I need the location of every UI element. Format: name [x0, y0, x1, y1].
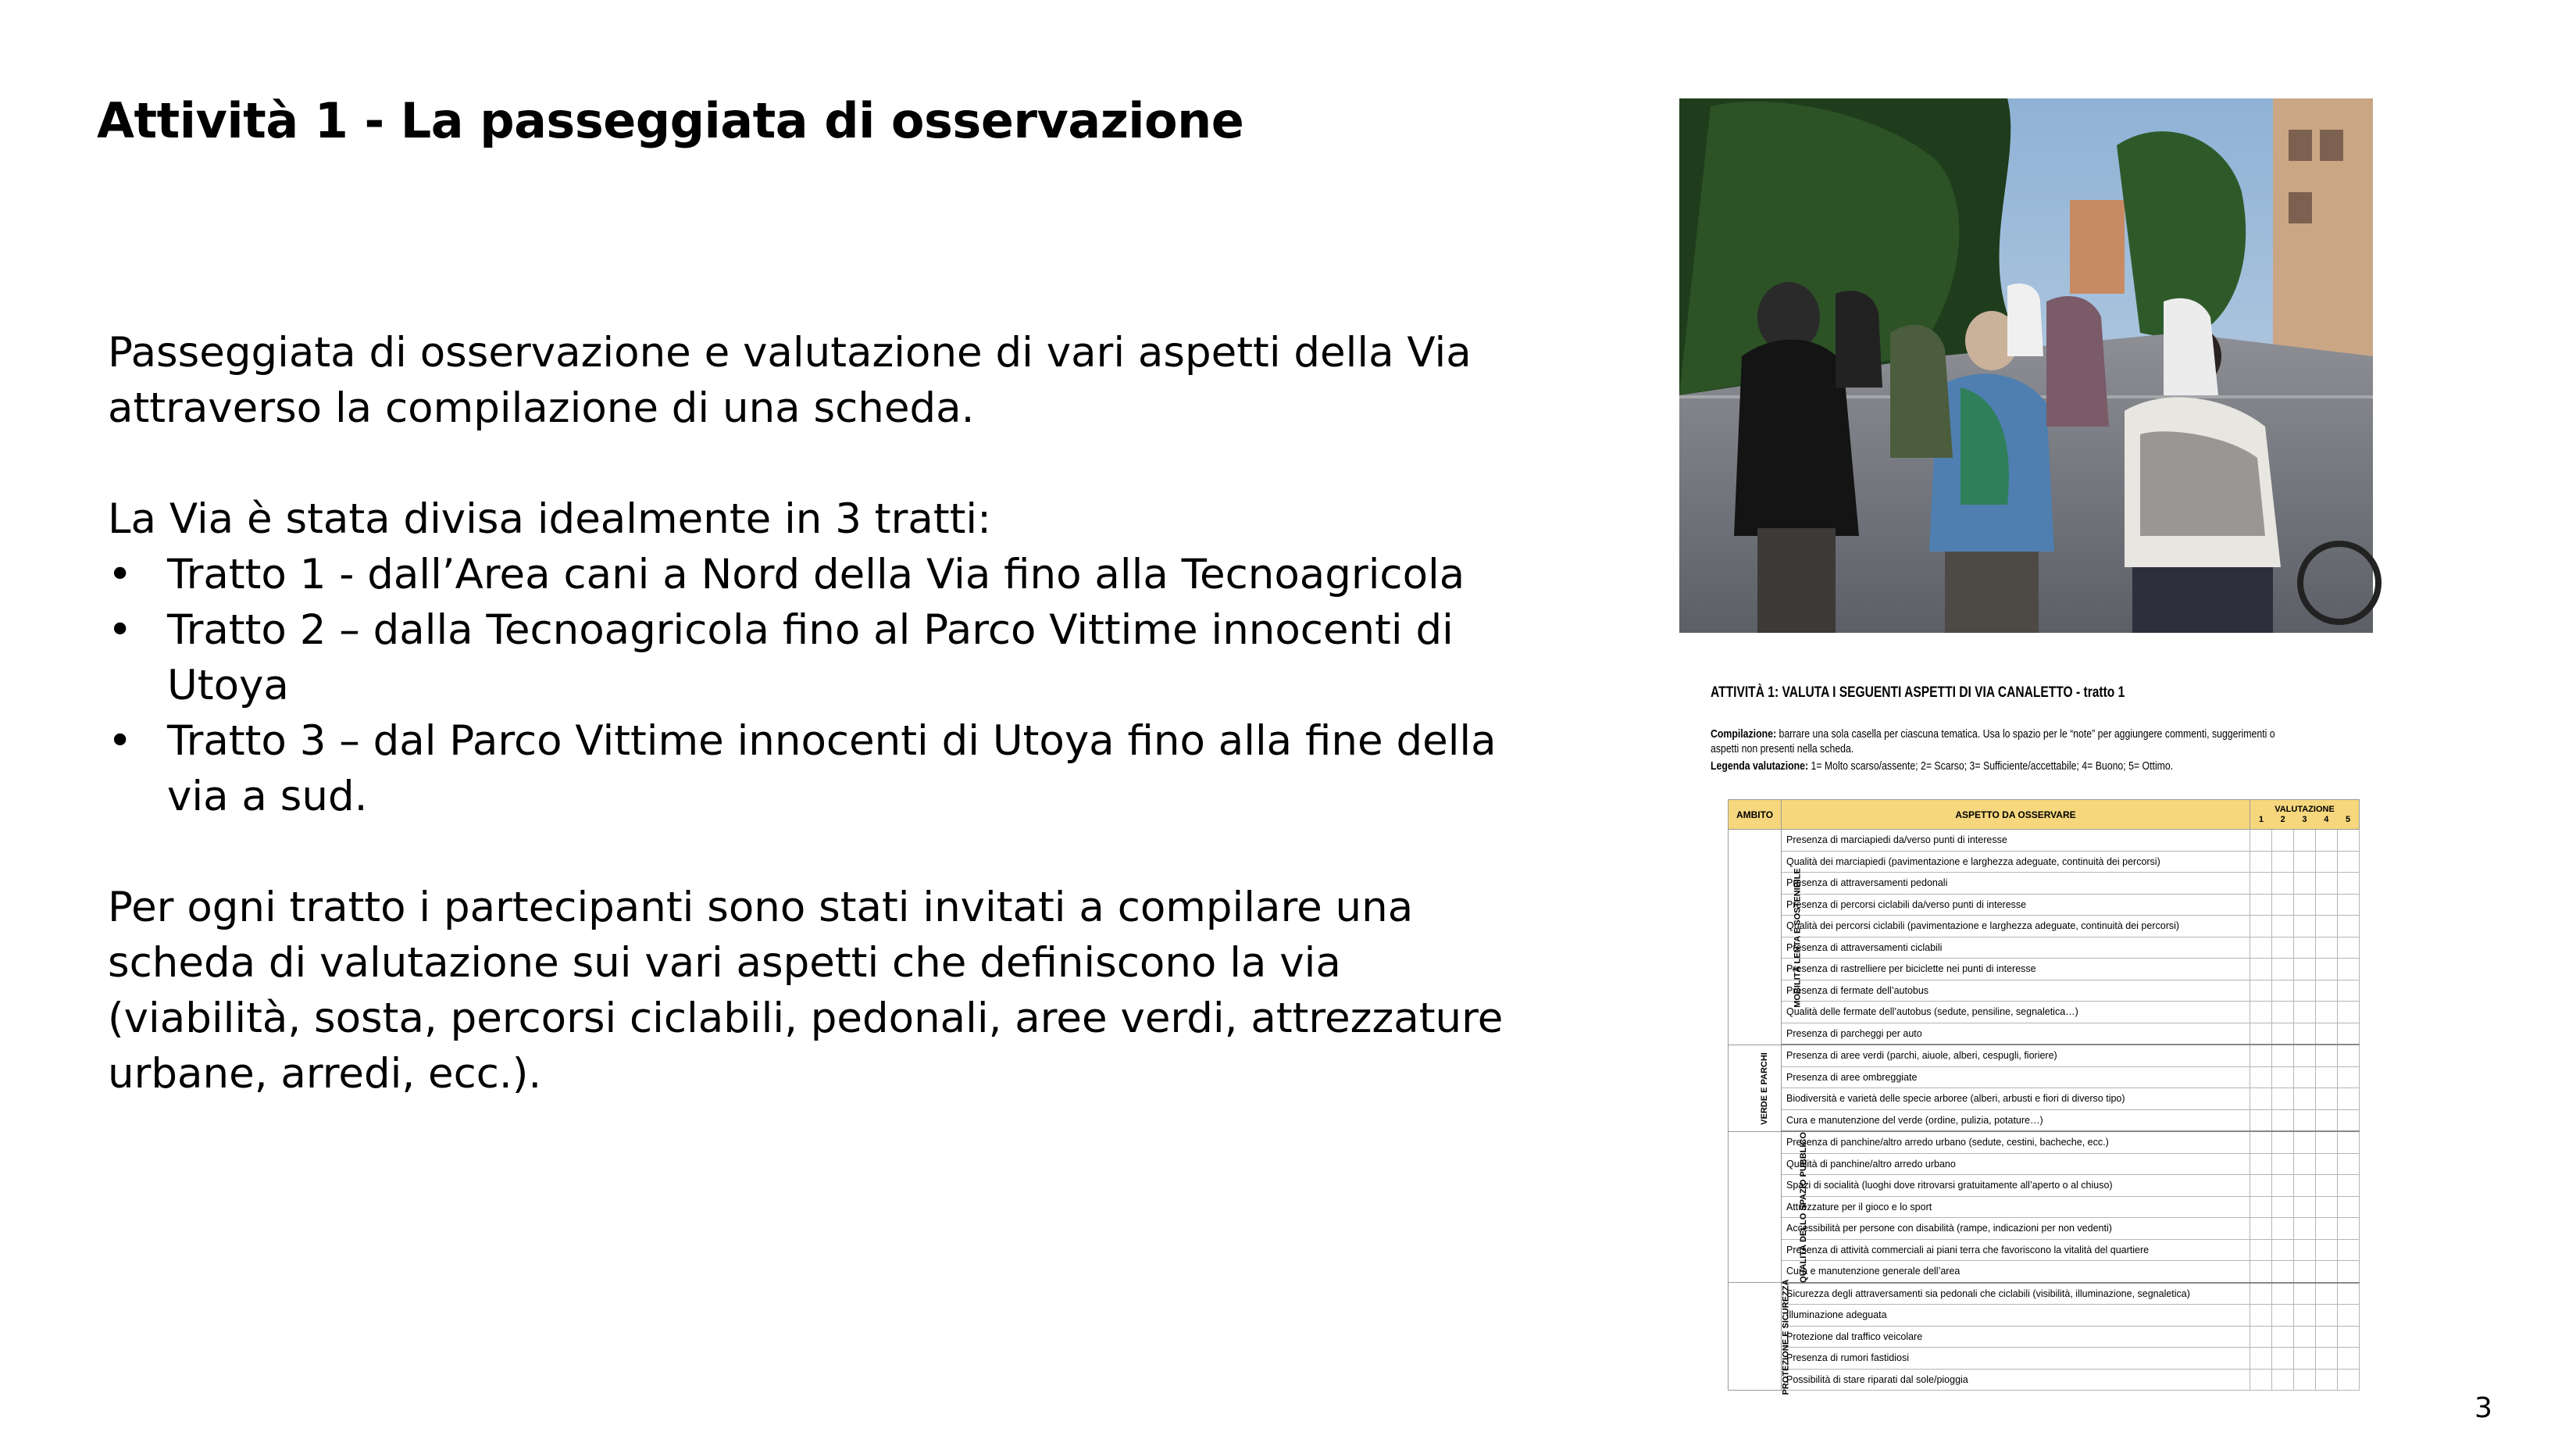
score-checkbox-4[interactable]	[2316, 1348, 2338, 1370]
score-checkbox-4[interactable]	[2316, 1045, 2338, 1066]
ambito-label: MOBILITÀ LENTA E SOSTENIBILE	[1793, 868, 1803, 1008]
aspect-cell: Presenza di aree ombreggiate	[1782, 1066, 2250, 1088]
score-checkbox-5[interactable]	[2338, 1045, 2360, 1066]
score-checkbox-5[interactable]	[2338, 1326, 2360, 1348]
score-checkbox-2[interactable]	[2272, 1002, 2294, 1023]
score-checkbox-2[interactable]	[2272, 1023, 2294, 1045]
legend-text: 1= Molto scarso/assente; 2= Scarso; 3= Sufficiente/accettabile; 4= Buono; 5= Ottimo.	[1808, 759, 2174, 773]
score-checkbox-3[interactable]	[2294, 851, 2316, 873]
table-row	[1729, 1153, 2360, 1175]
score-checkbox-2[interactable]	[2272, 1326, 2294, 1348]
slide-body	[108, 325, 1545, 1102]
aspect-cell: Presenza di rastrelliere per biciclette nei punti di interesse	[1782, 959, 2250, 980]
aspect-cell: Spazi di socialità (luoghi dove ritrovarsi gratuitamente all’aperto o al chiuso)	[1782, 1175, 2250, 1197]
valutazione-label: VALUTAZIONE	[2275, 805, 2335, 814]
table-row	[1729, 1131, 2360, 1153]
score-checkbox-5[interactable]	[2338, 894, 2360, 916]
legend-label: Legenda valutazione:	[1711, 759, 1809, 773]
score-checkbox-4[interactable]	[2316, 1023, 2338, 1045]
score-checkbox-3[interactable]	[2294, 873, 2316, 895]
score-checkbox-1[interactable]	[2250, 1088, 2272, 1110]
score-checkbox-1[interactable]	[2250, 1131, 2272, 1153]
score-checkbox-3[interactable]	[2294, 1088, 2316, 1110]
score-checkbox-3[interactable]	[2294, 1109, 2316, 1131]
score-checkbox-1[interactable]	[2250, 916, 2272, 938]
score-checkbox-4[interactable]	[2316, 1066, 2338, 1088]
score-checkbox-3[interactable]	[2294, 1175, 2316, 1197]
score-checkbox-4[interactable]	[2316, 980, 2338, 1002]
score-checkbox-2[interactable]	[2272, 1131, 2294, 1153]
score-checkbox-2[interactable]	[2272, 1348, 2294, 1370]
score-checkbox-1[interactable]	[2250, 1002, 2272, 1023]
ambito-label: VERDE E PARCHI	[1759, 1052, 1769, 1125]
score-checkbox-1[interactable]	[2250, 1326, 2272, 1348]
ambito-label: PROTEZIONE E SICUREZZA	[1781, 1279, 1791, 1395]
score-checkbox-2[interactable]	[2272, 1066, 2294, 1088]
score-checkbox-2[interactable]	[2272, 1261, 2294, 1283]
score-checkbox-2[interactable]	[2272, 1305, 2294, 1327]
score-checkbox-5[interactable]	[2338, 1002, 2360, 1023]
page-number: 3	[2474, 1392, 2492, 1424]
score-checkbox-4[interactable]	[2316, 1153, 2338, 1175]
aspect-cell: Presenza di panchine/altro arredo urbano (sedute, cestini, bacheche, ecc.)	[1782, 1131, 2250, 1153]
header-ambito: AMBITO	[1729, 800, 1782, 830]
score-checkbox-4[interactable]	[2316, 1261, 2338, 1283]
score-checkbox-2[interactable]	[2272, 1196, 2294, 1218]
ambito-cell	[1729, 1045, 1782, 1131]
score-checkbox-1[interactable]	[2250, 851, 2272, 873]
score-checkbox-2[interactable]	[2272, 937, 2294, 959]
score-checkbox-3[interactable]	[2294, 1239, 2316, 1261]
score-checkbox-5[interactable]	[2338, 1283, 2360, 1305]
segment-text: Tratto 3 – dal Parco Vittime innocenti di Utoya fino alla fine della via a sud.	[167, 717, 1497, 820]
instructions-label: Compilazione:	[1711, 727, 1777, 741]
table-row	[1729, 959, 2360, 980]
score-checkbox-4[interactable]	[2316, 873, 2338, 895]
score-checkbox-5[interactable]	[2338, 1369, 2360, 1391]
sheet-title: ATTIVITÀ 1: VALUTA I SEGUENTI ASPETTI DI VIA CANALETTO - tratto 1	[1711, 684, 2125, 701]
instructions-text: barrare una sola casella per ciascuna tematica. Usa lo spazio per le “note” per aggiungere commenti, suggerimenti o aspetti non presenti nella scheda.	[1711, 727, 2275, 755]
table-row	[1729, 1261, 2360, 1283]
score-checkbox-1[interactable]	[2250, 1369, 2272, 1391]
aspect-cell: Presenza di attraversamenti pedonali	[1782, 873, 2250, 895]
score-checkbox-4[interactable]	[2316, 916, 2338, 938]
score-checkbox-4[interactable]	[2316, 1326, 2338, 1348]
table-row	[1729, 1066, 2360, 1088]
score-checkbox-4[interactable]	[2316, 1109, 2338, 1131]
score-checkbox-1[interactable]	[2250, 1045, 2272, 1066]
table-row	[1729, 1218, 2360, 1240]
score-checkbox-5[interactable]	[2338, 1066, 2360, 1088]
score-checkbox-2[interactable]	[2272, 830, 2294, 852]
score-checkbox-5[interactable]	[2338, 1175, 2360, 1197]
score-checkbox-3[interactable]	[2294, 1045, 2316, 1066]
score-checkbox-2[interactable]	[2272, 1369, 2294, 1391]
aspect-cell: Presenza di marciapiedi da/verso punti di interesse	[1782, 830, 2250, 852]
score-checkbox-2[interactable]	[2272, 1218, 2294, 1240]
table-row	[1729, 916, 2360, 938]
table-row	[1729, 980, 2360, 1002]
table-row	[1729, 873, 2360, 895]
table-row	[1729, 1196, 2360, 1218]
score-checkbox-2[interactable]	[2272, 980, 2294, 1002]
score-checkbox-1[interactable]	[2250, 959, 2272, 980]
table-row	[1729, 1109, 2360, 1131]
score-5-label: 5	[2346, 815, 2351, 824]
table-row	[1729, 1305, 2360, 1327]
aspect-cell: Attrezzature per il gioco e lo sport	[1782, 1196, 2250, 1218]
score-checkbox-1[interactable]	[2250, 1218, 2272, 1240]
table-row	[1729, 1002, 2360, 1023]
score-checkbox-4[interactable]	[2316, 1196, 2338, 1218]
aspect-cell: Presenza di rumori fastidiosi	[1782, 1348, 2250, 1370]
evaluation-sheet	[1711, 672, 2382, 1395]
score-checkbox-5[interactable]	[2338, 830, 2360, 852]
table-body	[1729, 830, 2360, 1395]
score-checkbox-1[interactable]	[2250, 937, 2272, 959]
score-checkbox-4[interactable]	[2316, 1283, 2338, 1305]
score-checkbox-2[interactable]	[2272, 1153, 2294, 1175]
score-checkbox-1[interactable]	[2250, 894, 2272, 916]
score-1-label: 1	[2258, 815, 2264, 824]
score-checkbox-1[interactable]	[2250, 980, 2272, 1002]
score-checkbox-5[interactable]	[2338, 959, 2360, 980]
table-row	[1729, 1369, 2360, 1391]
score-checkbox-3[interactable]	[2294, 1261, 2316, 1283]
aspect-cell: Qualità dei percorsi ciclabili (pavimentazione e larghezza adeguate, continuità dei percorsi)	[1782, 916, 2250, 938]
score-checkbox-1[interactable]	[2250, 1261, 2272, 1283]
table-row	[1729, 1023, 2360, 1045]
aspect-cell: Qualità dei marciapiedi (pavimentazione e larghezza adeguate, continuità dei percorsi)	[1782, 851, 2250, 873]
division-intro: La Via è stata divisa idealmente in 3 tratti:	[108, 495, 991, 543]
aspect-cell: Cura e manutenzione del verde (ordine, pulizia, potature…)	[1782, 1109, 2250, 1131]
ambito-cell	[1729, 1279, 1791, 1395]
score-checkbox-4[interactable]	[2316, 894, 2338, 916]
score-checkbox-1[interactable]	[2250, 1023, 2272, 1045]
aspect-cell: Cura e manutenzione generale dell’area	[1782, 1261, 2250, 1283]
table-header-row	[1729, 800, 2360, 830]
score-2-label: 2	[2280, 815, 2285, 824]
score-checkbox-5[interactable]	[2338, 1218, 2360, 1240]
score-checkbox-5[interactable]	[2338, 1153, 2360, 1175]
slide-title: Attività 1 - La passeggiata di osservazione	[97, 92, 1244, 149]
score-checkbox-3[interactable]	[2294, 1348, 2316, 1370]
score-4-label: 4	[2324, 815, 2329, 824]
score-checkbox-2[interactable]	[2272, 959, 2294, 980]
score-checkbox-4[interactable]	[2316, 1175, 2338, 1197]
score-checkbox-2[interactable]	[2272, 1239, 2294, 1261]
score-checkbox-3[interactable]	[2294, 1283, 2316, 1305]
score-checkbox-5[interactable]	[2338, 1023, 2360, 1045]
table-row	[1729, 1088, 2360, 1110]
score-checkbox-4[interactable]	[2316, 1088, 2338, 1110]
score-checkbox-3[interactable]	[2294, 894, 2316, 916]
score-checkbox-1[interactable]	[2250, 1175, 2272, 1197]
score-checkbox-3[interactable]	[2294, 1131, 2316, 1153]
ambito-label: QUALITÀ DELLO SPAZIO PUBBLICO	[1798, 1132, 1808, 1284]
score-checkbox-3[interactable]	[2294, 1023, 2316, 1045]
aspect-cell: Presenza di aree verdi (parchi, aiuole, alberi, cespugli, fioriere)	[1782, 1045, 2250, 1066]
score-checkbox-2[interactable]	[2272, 873, 2294, 895]
score-checkbox-3[interactable]	[2294, 830, 2316, 852]
score-checkbox-2[interactable]	[2272, 1088, 2294, 1110]
header-aspetto: ASPETTO DA OSSERVARE	[1782, 800, 2250, 830]
score-checkbox-3[interactable]	[2294, 1305, 2316, 1327]
aspect-cell: Presenza di percorsi ciclabili da/verso punti di interesse	[1782, 894, 2250, 916]
closing-paragraph: Per ogni tratto i partecipanti sono stati invitati a compilare una scheda di valutazione sui vari aspetti che definiscono la via (viabilità, sosta, percorsi ciclabili, pedonali, aree verdi, attrezzature urbane, arredi, ecc.).	[108, 884, 1504, 1098]
score-checkbox-2[interactable]	[2272, 851, 2294, 873]
score-checkbox-3[interactable]	[2294, 959, 2316, 980]
score-checkbox-1[interactable]	[2250, 873, 2272, 895]
score-checkbox-2[interactable]	[2272, 1109, 2294, 1131]
table-row	[1729, 1326, 2360, 1348]
ambito-cell	[1729, 830, 1803, 1045]
score-checkbox-2[interactable]	[2272, 1283, 2294, 1305]
score-checkbox-4[interactable]	[2316, 937, 2338, 959]
aspect-cell: Presenza di fermate dell’autobus	[1782, 980, 2250, 1002]
score-checkbox-4[interactable]	[2316, 1002, 2338, 1023]
table-row	[1729, 851, 2360, 873]
score-checkbox-5[interactable]	[2338, 1348, 2360, 1370]
aspect-cell: Sicurezza degli attraversamenti sia pedonali che ciclabili (visibilità, illuminazione, segnaletica)	[1782, 1283, 2250, 1305]
score-checkbox-4[interactable]	[2316, 1239, 2338, 1261]
score-checkbox-1[interactable]	[2250, 1153, 2272, 1175]
score-checkbox-5[interactable]	[2338, 851, 2360, 873]
table-row	[1729, 1175, 2360, 1197]
aspect-cell: Protezione dal traffico veicolare	[1782, 1326, 2250, 1348]
aspect-cell: Illuminazione adeguata	[1782, 1305, 2250, 1327]
evaluation-table	[1728, 799, 2360, 1395]
score-checkbox-4[interactable]	[2316, 1305, 2338, 1327]
score-checkbox-1[interactable]	[2250, 1283, 2272, 1305]
aspect-cell: Qualità di panchine/altro arredo urbano	[1782, 1153, 2250, 1175]
table-row	[1729, 1239, 2360, 1261]
aspect-cell: Biodiversità e varietà delle specie arboree (alberi, arbusti e fiori di diverso tipo)	[1782, 1088, 2250, 1110]
segment-item	[108, 602, 1545, 713]
score-checkbox-2[interactable]	[2272, 1045, 2294, 1066]
score-checkbox-3[interactable]	[2294, 937, 2316, 959]
aspect-cell: Presenza di parcheggi per auto	[1782, 1023, 2250, 1045]
table-row	[1729, 830, 2360, 852]
score-checkbox-1[interactable]	[2250, 830, 2272, 852]
table-row	[1729, 1283, 2360, 1305]
score-checkbox-1[interactable]	[2250, 1239, 2272, 1261]
aspect-cell: Qualità delle fermate dell’autobus (sedute, pensiline, segnaletica…)	[1782, 1002, 2250, 1023]
score-checkbox-3[interactable]	[2294, 1153, 2316, 1175]
score-checkbox-1[interactable]	[2250, 1109, 2272, 1131]
score-checkbox-5[interactable]	[2338, 1109, 2360, 1131]
segment-text: Tratto 1 - dall’Area cani a Nord della Via fino alla Tecnoagricola	[167, 551, 1465, 598]
score-checkbox-5[interactable]	[2338, 1305, 2360, 1327]
ambito-cell	[1729, 1131, 1808, 1284]
score-checkbox-3[interactable]	[2294, 980, 2316, 1002]
bullet-icon: •	[108, 551, 133, 598]
score-checkbox-3[interactable]	[2294, 1066, 2316, 1088]
segment-text: Tratto 2 – dalla Tecnoagricola fino al Parco Vittime innocenti di Utoya	[167, 606, 1454, 709]
score-checkbox-5[interactable]	[2338, 1239, 2360, 1261]
table-row	[1729, 894, 2360, 916]
segment-item	[108, 547, 1545, 602]
score-checkbox-3[interactable]	[2294, 1218, 2316, 1240]
score-checkbox-3[interactable]	[2294, 1326, 2316, 1348]
score-checkbox-1[interactable]	[2250, 1196, 2272, 1218]
bullet-icon: •	[108, 606, 133, 654]
aspect-cell: Presenza di attraversamenti ciclabili	[1782, 937, 2250, 959]
score-checkbox-2[interactable]	[2272, 894, 2294, 916]
bullet-icon: •	[108, 717, 133, 765]
score-checkbox-5[interactable]	[2338, 1196, 2360, 1218]
header-valutazione	[2250, 800, 2360, 830]
sheet-instructions	[1711, 727, 2299, 756]
sheet-legend	[1711, 759, 2351, 773]
score-checkbox-5[interactable]	[2338, 1261, 2360, 1283]
score-checkbox-3[interactable]	[2294, 916, 2316, 938]
score-checkbox-1[interactable]	[2250, 1348, 2272, 1370]
aspect-cell: Possibilità di stare riparati dal sole/pioggia	[1782, 1369, 2250, 1391]
score-checkbox-4[interactable]	[2316, 1369, 2338, 1391]
score-checkbox-2[interactable]	[2272, 916, 2294, 938]
score-checkbox-1[interactable]	[2250, 1066, 2272, 1088]
score-checkbox-4[interactable]	[2316, 1218, 2338, 1240]
walk-photo	[1679, 98, 2373, 633]
segment-list	[108, 547, 1545, 824]
score-checkbox-1[interactable]	[2250, 1305, 2272, 1327]
score-checkbox-4[interactable]	[2316, 959, 2338, 980]
score-checkbox-5[interactable]	[2338, 1131, 2360, 1153]
score-checkbox-5[interactable]	[2338, 916, 2360, 938]
score-checkbox-3[interactable]	[2294, 1002, 2316, 1023]
intro-paragraph: Passeggiata di osservazione e valutazione di vari aspetti della Via attraverso la compilazione di una scheda.	[108, 329, 1472, 432]
aspect-cell: Accessibilità per persone con disabilità (rampe, indicazioni per non vedenti)	[1782, 1218, 2250, 1240]
table-row	[1729, 1348, 2360, 1370]
score-3-label: 3	[2302, 815, 2307, 824]
table-row	[1729, 1045, 2360, 1066]
segment-item	[108, 713, 1545, 824]
score-checkbox-5[interactable]	[2338, 873, 2360, 895]
score-checkbox-5[interactable]	[2338, 1088, 2360, 1110]
score-checkbox-5[interactable]	[2338, 937, 2360, 959]
score-checkbox-3[interactable]	[2294, 1196, 2316, 1218]
score-checkbox-2[interactable]	[2272, 1175, 2294, 1197]
table-row	[1729, 937, 2360, 959]
score-checkbox-4[interactable]	[2316, 1131, 2338, 1153]
score-checkbox-4[interactable]	[2316, 851, 2338, 873]
aspect-cell: Presenza di attività commerciali ai piani terra che favoriscono la vitalità del quartiere	[1782, 1239, 2250, 1261]
score-checkbox-5[interactable]	[2338, 980, 2360, 1002]
score-checkbox-4[interactable]	[2316, 830, 2338, 852]
score-checkbox-3[interactable]	[2294, 1369, 2316, 1391]
